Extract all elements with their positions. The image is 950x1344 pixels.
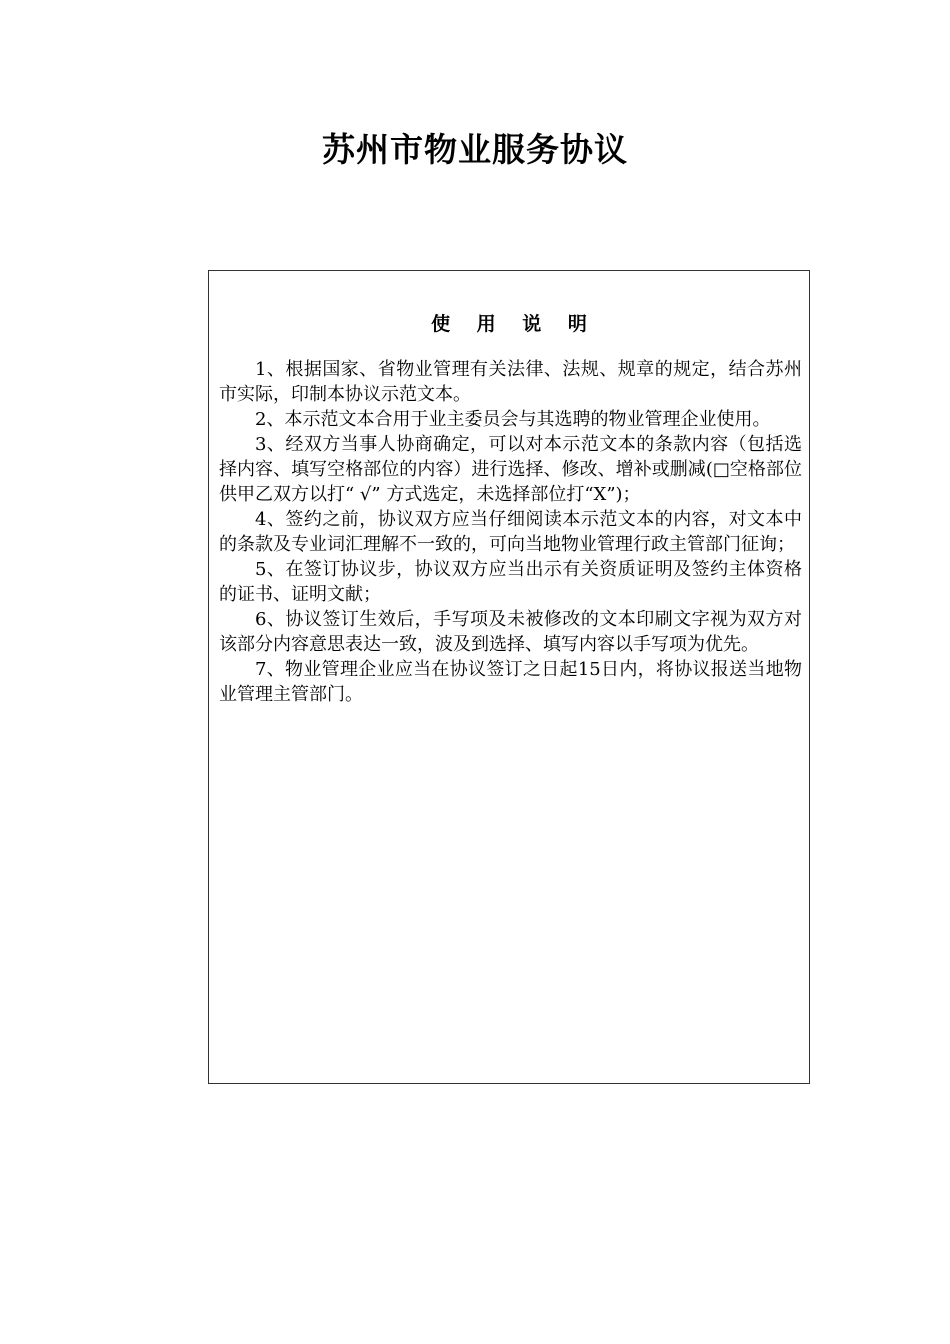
instruction-item-1: 1、根据国家、省物业管理有关法律、法规、规章的规定，结合苏州市实际，印制本协议示范文本。 xyxy=(219,359,802,405)
instruction-item-3: 3、经双方当事人协商确定，可以对本示范文本的条款内容（包括选择内容、填写空格部位的内容）进行选择、修改、增补或删减(□空格部位供甲乙双方以打“ √” 方式选定，未选择部位打“X”)； xyxy=(219,434,802,505)
document-title: 苏州市物业服务协议 xyxy=(322,130,628,169)
instruction-item-7: 7、物业管理企业应当在协议签订之日起15日内，将协议报送当地物业管理主管部门。 xyxy=(219,659,802,705)
instruction-item-4: 4、签约之前，协议双方应当仔细阅读本示范文本的内容，对文本中的条款及专业词汇理解不一致的，可向当地物业管理行政主管部门征询； xyxy=(219,509,802,555)
instruction-item-2: 2、本示范文本合用于业主委员会与其选聘的物业管理企业使用。 xyxy=(255,409,771,430)
instructions-box xyxy=(208,270,810,1084)
instructions-heading: 使 用 说 明 xyxy=(431,313,597,335)
instruction-item-5: 5、在签订协议步，协议双方应当出示有关资质证明及签约主体资格的证书、证明文献； xyxy=(219,559,802,605)
instruction-item-6: 6、协议签订生效后，手写项及未被修改的文本印刷文字视为双方对该部分内容意思表达一致，波及到选择、填写内容以手写项为优先。 xyxy=(219,609,802,655)
instructions-list xyxy=(219,357,802,707)
